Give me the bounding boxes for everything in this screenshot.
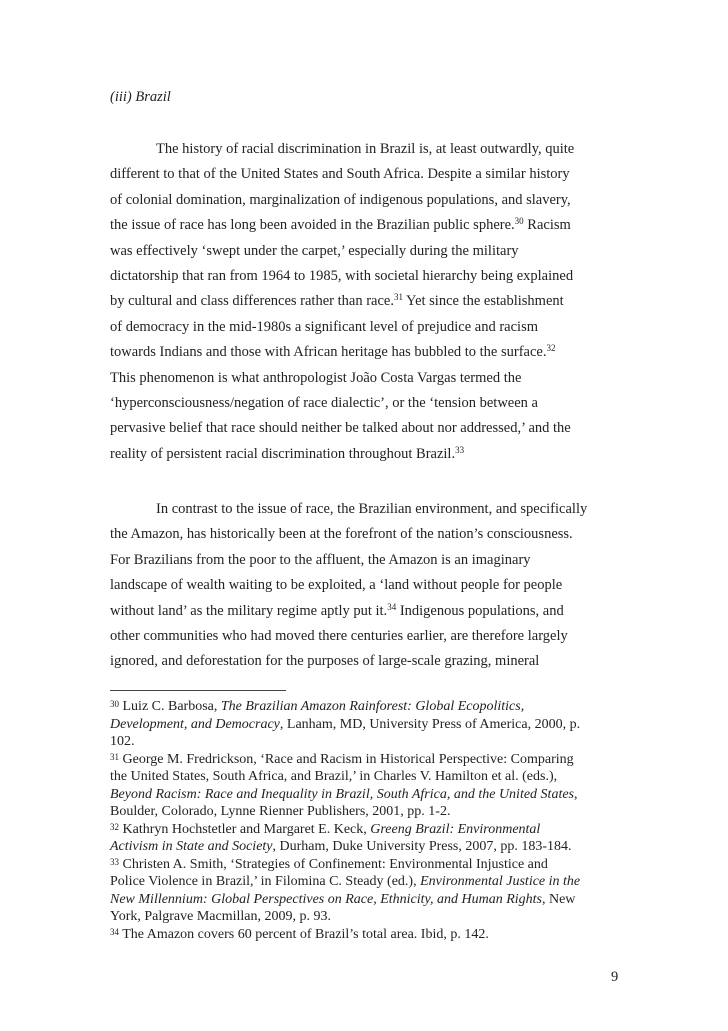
paragraph-environment-line: without land’ as the military regime aptly put it.$^{34}$ Indigenous populations, and	[110, 601, 564, 619]
paragraph-environment-line: For Brazilians from the poor to the affluent, the Amazon is an imaginary	[110, 551, 531, 568]
footnote-line: $^{31}$ George M. Fredrickson, ‘Race and Racism in Historical Perspective: Comparing	[110, 751, 574, 767]
footnote-line: $^{32}$ Kathryn Hochstetler and Margaret E. Keck, Greeng Brazil: Environmental	[110, 821, 541, 837]
footnote-ref: 30	[514, 216, 524, 227]
section-heading: (iii) Brazil	[110, 89, 171, 105]
paragraph-race-line: of colonial domination, marginalization of indigenous populations, and slavery,	[110, 191, 571, 208]
paragraph-race-line: reality of persistent racial discrimination throughout Brazil.$^{33}$	[110, 444, 465, 462]
footnote-ref: 34	[387, 601, 397, 612]
footnote-line: New Millennium: Global Perspectives on Race, Ethnicity, and Human Rights, New	[110, 891, 576, 907]
footnote-number: 32	[110, 821, 119, 832]
paragraph-race-line: of democracy in the mid-1980s a significant level of prejudice and racism	[110, 318, 539, 335]
footnote-number: 31	[110, 751, 119, 762]
footnote-line: $^{34}$ The Amazon covers 60 percent of Brazil’s total area. Ibid, p. 142.	[110, 926, 489, 942]
footnote-line: $^{33}$ Christen A. Smith, ‘Strategies of Confinement: Environmental Injustice and	[110, 856, 548, 872]
paragraph-race-line: was effectively ‘swept under the carpet,’ especially during the military	[110, 242, 519, 259]
paragraph-race-line: pervasive belief that race should neither be talked about nor addressed,’ and the	[110, 420, 571, 437]
footnote-number: 30	[110, 699, 119, 709]
footnote-ref: 33	[455, 444, 465, 455]
footnote-line: Boulder, Colorado, Lynne Rienner Publishers, 2001, pp. 1-2.	[110, 804, 451, 819]
footnote-line: $^{30}$ Luiz C. Barbosa, The Brazilian Amazon Rainforest: Global Ecopolitics,	[110, 699, 525, 714]
paragraph-race-line: the issue of race has long been avoided in the Brazilian public sphere.$^{30}$ Racism	[110, 216, 571, 234]
paragraph-race-line: towards Indians and those with African heritage has bubbled to the surface.$^{32}$	[110, 343, 556, 361]
footnote-line: the United States, South Africa, and Brazil,’ in Charles V. Hamilton et al. (eds.),	[110, 769, 558, 784]
footnote-number: 33	[110, 856, 119, 867]
footnote-separator	[110, 690, 286, 691]
footnote-line: Police Violence in Brazil,’ in Filomina C. Steady (ed.), Environmental Justice in the	[110, 874, 581, 889]
footnote-ref: 32	[546, 343, 556, 354]
paragraph-environment-line: In contrast to the issue of race, the Brazilian environment, and specifically	[156, 501, 588, 517]
footnote-line: Development, and Democracy, Lanham, MD, University Press of America, 2000, p.	[110, 716, 581, 732]
paragraph-race-line: This phenomenon is what anthropologist João Costa Vargas termed the	[110, 369, 522, 386]
paragraph-environment-line: other communities who had moved there centuries earlier, are therefore largely	[110, 628, 568, 644]
footnote-line: Beyond Racism: Race and Inequality in Brazil, South Africa, and the United States,	[110, 786, 578, 802]
paragraph-environment-line: ignored, and deforestation for the purposes of large-scale grazing, mineral	[110, 653, 540, 670]
paragraph-environment-line: the Amazon, has historically been at the forefront of the nation’s consciousness.	[110, 526, 573, 543]
paragraph-race-line: dictatorship that ran from 1964 to 1985, with societal hierarchy being explained	[110, 268, 574, 284]
footnote-line: York, Palgrave Macmillan, 2009, p. 93.	[110, 909, 331, 924]
footnote-line: 102.	[110, 734, 135, 749]
footnote-line: Activism in State and Society, Durham, Duke University Press, 2007, pp. 183-184.	[110, 839, 572, 854]
paragraph-environment-line: landscape of wealth waiting to be exploited, a ‘land without people for people	[110, 577, 563, 594]
paragraph-race-line: different to that of the United States and South Africa. Despite a similar history	[110, 166, 570, 183]
paragraph-race-line: by cultural and class differences rather than race.$^{31}$ Yet since the establishment	[110, 292, 564, 310]
footnote-ref: 31	[393, 292, 403, 303]
paragraph-race-line: ‘hyperconsciousness/negation of race dialectic’, or the ‘tension between a	[110, 395, 538, 411]
footnote-number: 34	[110, 926, 119, 937]
paragraph-race-line: The history of racial discrimination in Brazil is, at least outwardly, quite	[156, 141, 575, 157]
page-number: 9	[611, 969, 619, 985]
